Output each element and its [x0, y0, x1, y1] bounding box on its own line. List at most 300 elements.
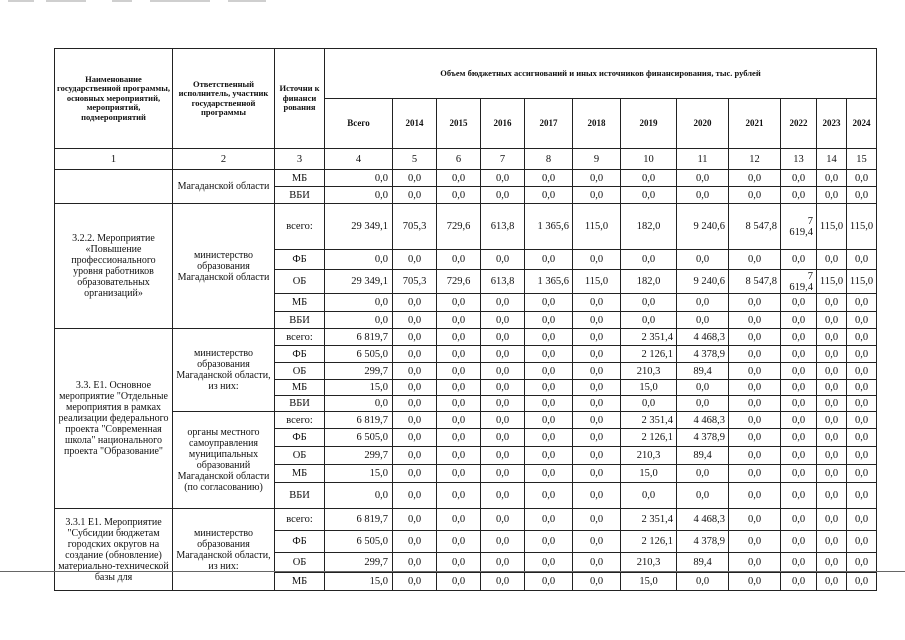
value-cell: 0,0 — [437, 483, 481, 509]
table-row — [55, 509, 877, 531]
value-cell: 0,0 — [481, 346, 525, 363]
value-cell: 0,0 — [847, 346, 877, 363]
header-program: Наименование государственной программы, основных мероприятий, мероприятий, подмероприятий — [55, 49, 173, 149]
header-year: 2023 — [817, 99, 847, 149]
column-number: 12 — [729, 149, 781, 170]
header-year: 2017 — [525, 99, 573, 149]
page-edge — [0, 571, 905, 572]
header-year: 2021 — [729, 99, 781, 149]
value-cell: 0,0 — [817, 170, 847, 187]
value-cell: 0,0 — [573, 573, 621, 591]
value-cell: 9 240,6 — [677, 270, 729, 294]
value-cell: 0,0 — [817, 531, 847, 553]
value-cell: 0,0 — [729, 329, 781, 346]
source-cell: ФБ — [275, 429, 325, 447]
total-cell: 299,7 — [325, 447, 393, 465]
value-cell: 0,0 — [817, 429, 847, 447]
value-cell: 0,0 — [847, 363, 877, 380]
source-cell: ВБИ — [275, 187, 325, 204]
source-cell: МБ — [275, 294, 325, 312]
value-cell: 0,0 — [677, 483, 729, 509]
value-cell: 0,0 — [781, 483, 817, 509]
value-cell: 8 547,8 — [729, 270, 781, 294]
total-cell: 6 505,0 — [325, 429, 393, 447]
value-cell: 0,0 — [393, 465, 437, 483]
value-cell: 0,0 — [437, 346, 481, 363]
value-cell: 7 619,4 — [781, 204, 817, 250]
value-cell: 0,0 — [781, 429, 817, 447]
value-cell: 0,0 — [781, 531, 817, 553]
value-cell: 0,0 — [525, 346, 573, 363]
value-cell: 0,0 — [481, 250, 525, 270]
column-number: 1 — [55, 149, 173, 170]
value-cell: 4 468,3 — [677, 329, 729, 346]
value-cell: 0,0 — [437, 553, 481, 573]
value-cell: 0,0 — [525, 531, 573, 553]
source-cell: МБ — [275, 573, 325, 591]
value-cell: 0,0 — [729, 346, 781, 363]
value-cell: 0,0 — [621, 396, 677, 412]
value-cell: 0,0 — [781, 465, 817, 483]
value-cell: 0,0 — [621, 294, 677, 312]
value-cell: 0,0 — [729, 531, 781, 553]
value-cell: 15,0 — [621, 573, 677, 591]
value-cell: 0,0 — [525, 312, 573, 329]
value-cell: 2 126,1 — [621, 429, 677, 447]
value-cell: 0,0 — [817, 294, 847, 312]
value-cell: 15,0 — [621, 380, 677, 396]
value-cell: 0,0 — [781, 250, 817, 270]
value-cell: 0,0 — [525, 380, 573, 396]
value-cell: 0,0 — [781, 412, 817, 429]
value-cell: 0,0 — [817, 380, 847, 396]
value-cell: 0,0 — [481, 170, 525, 187]
column-number: 8 — [525, 149, 573, 170]
value-cell: 0,0 — [393, 312, 437, 329]
value-cell: 0,0 — [481, 294, 525, 312]
total-cell: 0,0 — [325, 483, 393, 509]
value-cell: 0,0 — [481, 312, 525, 329]
value-cell: 0,0 — [817, 465, 847, 483]
value-cell: 0,0 — [437, 573, 481, 591]
value-cell: 2 126,1 — [621, 531, 677, 553]
column-number: 5 — [393, 149, 437, 170]
value-cell: 0,0 — [847, 553, 877, 573]
value-cell: 4 378,9 — [677, 531, 729, 553]
value-cell: 0,0 — [817, 412, 847, 429]
value-cell: 0,0 — [525, 509, 573, 531]
value-cell: 2 126,1 — [621, 346, 677, 363]
value-cell: 0,0 — [481, 447, 525, 465]
total-cell: 15,0 — [325, 380, 393, 396]
column-number: 7 — [481, 149, 525, 170]
column-number: 14 — [817, 149, 847, 170]
value-cell: 0,0 — [525, 553, 573, 573]
value-cell: 115,0 — [573, 270, 621, 294]
value-cell: 0,0 — [573, 250, 621, 270]
value-cell: 0,0 — [525, 396, 573, 412]
value-cell: 0,0 — [437, 170, 481, 187]
value-cell: 0,0 — [729, 412, 781, 429]
value-cell: 0,0 — [525, 412, 573, 429]
header-year: 2015 — [437, 99, 481, 149]
value-cell: 0,0 — [525, 363, 573, 380]
value-cell: 0,0 — [677, 573, 729, 591]
value-cell: 0,0 — [817, 363, 847, 380]
value-cell: 0,0 — [525, 429, 573, 447]
value-cell: 115,0 — [847, 204, 877, 250]
value-cell: 0,0 — [437, 312, 481, 329]
program-cell — [55, 170, 173, 204]
value-cell: 0,0 — [817, 509, 847, 531]
header-executor: Ответственный исполнитель, участник государственной программы — [173, 49, 275, 149]
column-number: 3 — [275, 149, 325, 170]
total-cell: 29 349,1 — [325, 204, 393, 250]
value-cell: 0,0 — [393, 294, 437, 312]
value-cell: 0,0 — [437, 465, 481, 483]
value-cell: 0,0 — [847, 509, 877, 531]
value-cell: 0,0 — [525, 465, 573, 483]
value-cell: 0,0 — [573, 312, 621, 329]
value-cell: 0,0 — [677, 187, 729, 204]
source-cell: ВБИ — [275, 396, 325, 412]
value-cell: 0,0 — [481, 483, 525, 509]
value-cell: 0,0 — [729, 447, 781, 465]
value-cell: 0,0 — [729, 312, 781, 329]
source-cell: ФБ — [275, 346, 325, 363]
value-cell: 0,0 — [481, 380, 525, 396]
value-cell: 7 619,4 — [781, 270, 817, 294]
value-cell: 0,0 — [817, 329, 847, 346]
value-cell: 0,0 — [393, 509, 437, 531]
value-cell: 0,0 — [437, 187, 481, 204]
table-row — [55, 170, 877, 187]
header-total: Всего — [325, 99, 393, 149]
source-cell: МБ — [275, 380, 325, 396]
column-number: 9 — [573, 149, 621, 170]
value-cell: 0,0 — [393, 553, 437, 573]
value-cell: 0,0 — [393, 483, 437, 509]
value-cell: 0,0 — [437, 363, 481, 380]
value-cell: 0,0 — [729, 553, 781, 573]
value-cell: 0,0 — [817, 483, 847, 509]
value-cell: 0,0 — [847, 250, 877, 270]
value-cell: 4 468,3 — [677, 412, 729, 429]
header-budget: Объем бюджетных ассигнований и иных источников финансирования, тыс. рублей — [325, 49, 877, 99]
total-cell: 6 819,7 — [325, 509, 393, 531]
header-year: 2014 — [393, 99, 437, 149]
program-cell: 3.2.2. Мероприятие «Повышение профессионального уровня работников образовательных организаций» — [55, 204, 173, 329]
value-cell: 89,4 — [677, 553, 729, 573]
value-cell: 9 240,6 — [677, 204, 729, 250]
value-cell: 0,0 — [573, 380, 621, 396]
value-cell: 1 365,6 — [525, 204, 573, 250]
program-cell: 3.3.1 Е1. Мероприятие "Субсидии бюджетам городских округов на создание (обновление) материально-технической базы для — [55, 509, 173, 591]
value-cell: 0,0 — [781, 294, 817, 312]
value-cell: 0,0 — [847, 412, 877, 429]
value-cell: 0,0 — [481, 429, 525, 447]
value-cell: 89,4 — [677, 363, 729, 380]
source-cell: всего: — [275, 329, 325, 346]
value-cell: 0,0 — [729, 396, 781, 412]
value-cell: 0,0 — [481, 509, 525, 531]
value-cell: 0,0 — [393, 363, 437, 380]
value-cell: 0,0 — [525, 250, 573, 270]
total-cell: 299,7 — [325, 363, 393, 380]
source-cell: МБ — [275, 465, 325, 483]
value-cell: 115,0 — [847, 270, 877, 294]
value-cell: 0,0 — [573, 465, 621, 483]
column-number: 10 — [621, 149, 677, 170]
table-row — [55, 329, 877, 346]
program-cell: 3.3. Е1. Основное мероприятие "Отдельные мероприятия в рамках реализации федерального проекта "Современная школа" национального проекта "Образование" — [55, 329, 173, 509]
header-source: Источни к финанси рования — [275, 49, 325, 149]
value-cell: 0,0 — [573, 396, 621, 412]
value-cell: 0,0 — [677, 170, 729, 187]
column-number: 15 — [847, 149, 877, 170]
value-cell: 0,0 — [621, 250, 677, 270]
value-cell: 0,0 — [847, 294, 877, 312]
value-cell: 0,0 — [573, 346, 621, 363]
value-cell: 2 351,4 — [621, 329, 677, 346]
value-cell: 4 468,3 — [677, 509, 729, 531]
value-cell: 0,0 — [729, 483, 781, 509]
value-cell: 0,0 — [573, 412, 621, 429]
source-cell: ВБИ — [275, 312, 325, 329]
value-cell: 0,0 — [729, 363, 781, 380]
value-cell: 182,0 — [621, 204, 677, 250]
executor-cell: Магаданской области — [173, 170, 275, 204]
source-cell: ОБ — [275, 553, 325, 573]
value-cell: 0,0 — [729, 294, 781, 312]
value-cell: 0,0 — [525, 294, 573, 312]
value-cell: 0,0 — [393, 346, 437, 363]
scan-artifact — [0, 0, 905, 6]
value-cell: 0,0 — [781, 396, 817, 412]
value-cell: 0,0 — [481, 329, 525, 346]
value-cell: 210,3 — [621, 447, 677, 465]
value-cell: 0,0 — [817, 250, 847, 270]
value-cell: 0,0 — [573, 531, 621, 553]
header-year: 2016 — [481, 99, 525, 149]
value-cell: 0,0 — [781, 363, 817, 380]
value-cell: 0,0 — [781, 509, 817, 531]
value-cell: 0,0 — [621, 187, 677, 204]
value-cell: 0,0 — [781, 329, 817, 346]
value-cell: 0,0 — [677, 294, 729, 312]
value-cell: 0,0 — [437, 294, 481, 312]
value-cell: 0,0 — [437, 429, 481, 447]
value-cell: 0,0 — [573, 429, 621, 447]
value-cell: 0,0 — [677, 396, 729, 412]
value-cell: 0,0 — [677, 380, 729, 396]
value-cell: 0,0 — [847, 447, 877, 465]
value-cell: 0,0 — [847, 573, 877, 591]
value-cell: 210,3 — [621, 363, 677, 380]
source-cell: ФБ — [275, 531, 325, 553]
total-cell: 29 349,1 — [325, 270, 393, 294]
value-cell: 0,0 — [729, 187, 781, 204]
value-cell: 0,0 — [481, 531, 525, 553]
total-cell: 15,0 — [325, 465, 393, 483]
value-cell: 0,0 — [817, 346, 847, 363]
value-cell: 0,0 — [525, 187, 573, 204]
value-cell: 2 351,4 — [621, 412, 677, 429]
column-number: 11 — [677, 149, 729, 170]
value-cell: 89,4 — [677, 447, 729, 465]
value-cell: 0,0 — [817, 447, 847, 465]
value-cell: 0,0 — [781, 312, 817, 329]
value-cell: 8 547,8 — [729, 204, 781, 250]
value-cell: 0,0 — [393, 447, 437, 465]
source-cell: ОБ — [275, 270, 325, 294]
value-cell: 182,0 — [621, 270, 677, 294]
total-cell: 0,0 — [325, 170, 393, 187]
total-cell: 6 819,7 — [325, 329, 393, 346]
source-cell: ФБ — [275, 250, 325, 270]
column-number: 2 — [173, 149, 275, 170]
value-cell: 0,0 — [481, 412, 525, 429]
value-cell: 0,0 — [437, 509, 481, 531]
value-cell: 0,0 — [677, 250, 729, 270]
value-cell: 0,0 — [573, 447, 621, 465]
value-cell: 0,0 — [573, 363, 621, 380]
value-cell: 0,0 — [393, 380, 437, 396]
value-cell: 0,0 — [481, 363, 525, 380]
header-year: 2022 — [781, 99, 817, 149]
total-cell: 6 819,7 — [325, 412, 393, 429]
value-cell: 2 351,4 — [621, 509, 677, 531]
source-cell: ОБ — [275, 447, 325, 465]
value-cell: 0,0 — [817, 396, 847, 412]
value-cell: 4 378,9 — [677, 346, 729, 363]
value-cell: 210,3 — [621, 553, 677, 573]
value-cell: 0,0 — [781, 553, 817, 573]
value-cell: 0,0 — [437, 329, 481, 346]
value-cell: 0,0 — [525, 573, 573, 591]
value-cell: 0,0 — [729, 429, 781, 447]
header-year: 2018 — [573, 99, 621, 149]
value-cell: 0,0 — [525, 447, 573, 465]
value-cell: 4 378,9 — [677, 429, 729, 447]
value-cell: 0,0 — [621, 170, 677, 187]
table-row — [55, 412, 877, 429]
value-cell: 0,0 — [781, 573, 817, 591]
value-cell: 0,0 — [847, 187, 877, 204]
value-cell: 0,0 — [781, 170, 817, 187]
value-cell: 0,0 — [393, 170, 437, 187]
total-cell: 6 505,0 — [325, 346, 393, 363]
value-cell: 0,0 — [729, 573, 781, 591]
value-cell: 0,0 — [817, 187, 847, 204]
value-cell: 0,0 — [847, 380, 877, 396]
value-cell: 0,0 — [393, 329, 437, 346]
value-cell: 0,0 — [781, 346, 817, 363]
value-cell: 0,0 — [729, 250, 781, 270]
total-cell: 299,7 — [325, 553, 393, 573]
total-cell: 6 505,0 — [325, 531, 393, 553]
source-cell: всего: — [275, 412, 325, 429]
value-cell: 0,0 — [729, 170, 781, 187]
value-cell: 0,0 — [437, 250, 481, 270]
value-cell: 0,0 — [573, 329, 621, 346]
column-number: 4 — [325, 149, 393, 170]
value-cell: 0,0 — [781, 447, 817, 465]
value-cell: 0,0 — [847, 483, 877, 509]
column-number: 6 — [437, 149, 481, 170]
total-cell: 0,0 — [325, 187, 393, 204]
total-cell: 0,0 — [325, 294, 393, 312]
value-cell: 0,0 — [437, 380, 481, 396]
value-cell: 0,0 — [393, 412, 437, 429]
value-cell: 0,0 — [573, 509, 621, 531]
value-cell: 0,0 — [847, 429, 877, 447]
total-cell: 15,0 — [325, 573, 393, 591]
value-cell: 0,0 — [621, 312, 677, 329]
value-cell: 0,0 — [729, 509, 781, 531]
value-cell: 0,0 — [847, 531, 877, 553]
table-row — [55, 204, 877, 250]
value-cell: 0,0 — [481, 396, 525, 412]
value-cell: 613,8 — [481, 204, 525, 250]
column-number: 13 — [781, 149, 817, 170]
value-cell: 0,0 — [817, 573, 847, 591]
value-cell: 0,0 — [393, 396, 437, 412]
total-cell: 0,0 — [325, 396, 393, 412]
source-cell: всего: — [275, 204, 325, 250]
value-cell: 613,8 — [481, 270, 525, 294]
value-cell: 0,0 — [573, 187, 621, 204]
executor-cell: министерство образования Магаданской области, из них: — [173, 509, 275, 591]
value-cell: 705,3 — [393, 270, 437, 294]
value-cell: 0,0 — [847, 170, 877, 187]
value-cell: 0,0 — [729, 380, 781, 396]
value-cell: 115,0 — [817, 204, 847, 250]
value-cell: 0,0 — [437, 447, 481, 465]
source-cell: всего: — [275, 509, 325, 531]
value-cell: 0,0 — [525, 483, 573, 509]
value-cell: 1 365,6 — [525, 270, 573, 294]
value-cell: 0,0 — [481, 187, 525, 204]
value-cell: 0,0 — [437, 396, 481, 412]
value-cell: 729,6 — [437, 270, 481, 294]
value-cell: 0,0 — [393, 250, 437, 270]
value-cell: 0,0 — [847, 312, 877, 329]
value-cell: 0,0 — [677, 312, 729, 329]
value-cell: 0,0 — [781, 187, 817, 204]
header-year: 2020 — [677, 99, 729, 149]
header-year: 2024 — [847, 99, 877, 149]
value-cell: 0,0 — [437, 412, 481, 429]
source-cell: ОБ — [275, 363, 325, 380]
header-year: 2019 — [621, 99, 677, 149]
value-cell: 0,0 — [525, 329, 573, 346]
value-cell: 0,0 — [847, 465, 877, 483]
value-cell: 0,0 — [481, 573, 525, 591]
executor-cell: министерство образования Магаданской области — [173, 204, 275, 329]
value-cell: 0,0 — [573, 294, 621, 312]
executor-cell: министерство образования Магаданской области, из них: — [173, 329, 275, 412]
value-cell: 115,0 — [573, 204, 621, 250]
value-cell: 0,0 — [817, 312, 847, 329]
total-cell: 0,0 — [325, 312, 393, 329]
value-cell: 0,0 — [393, 187, 437, 204]
value-cell: 0,0 — [621, 483, 677, 509]
value-cell: 15,0 — [621, 465, 677, 483]
value-cell: 115,0 — [817, 270, 847, 294]
value-cell: 0,0 — [817, 553, 847, 573]
value-cell: 0,0 — [847, 396, 877, 412]
